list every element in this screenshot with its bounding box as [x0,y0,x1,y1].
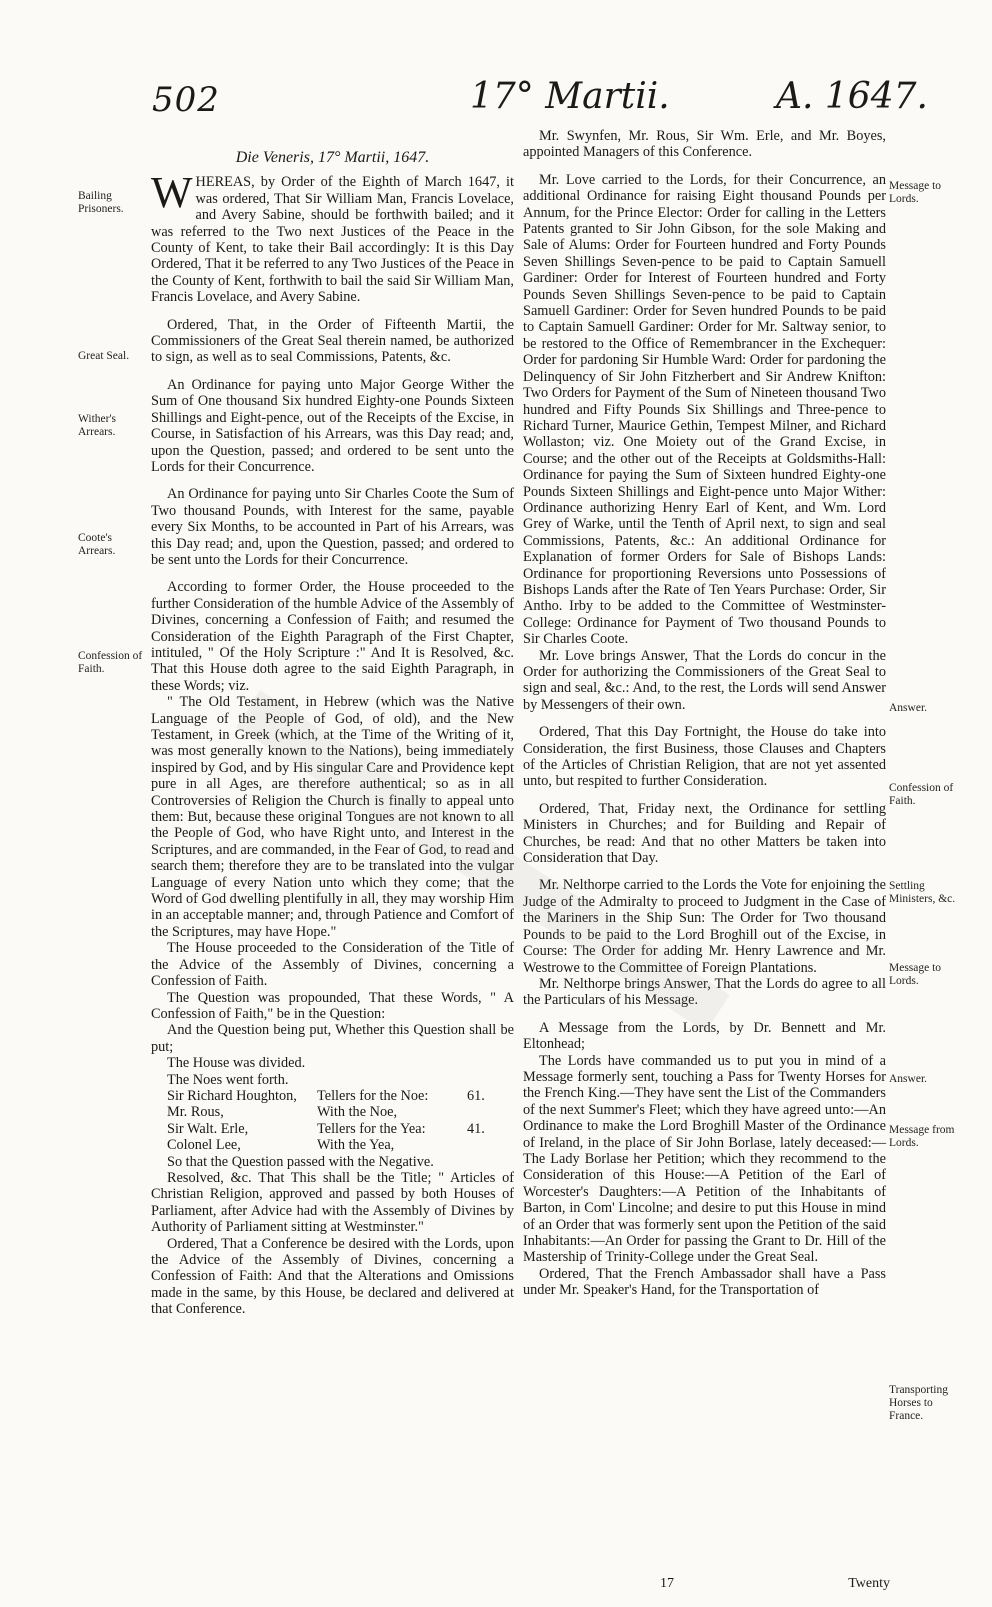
margin-note-answer: Answer. [889,702,928,714]
paragraph-confession: According to former Order, the House proceeded to the further Consideration of the humble Advice of the Assembly of Divines, concerning a Confession of Faith; and resumed the Consideration of the Eighth Paragraph of the First Chapter, intituled, " Of the Holy Scripture :" And It is Resolved, &c. That this House doth agree to the said Eighth Paragraph, in these Words; viz. [151,579,514,694]
paragraph-nelthorpe-carried: Mr. Nelthorpe carried to the Lords the Vote for enjoining the Judge of the Admiralty to proceed to Judgment in the Case of the Mariners in the Ship Sun: The Order for Two thousand Pounds to be paid to the Lord Broghill out of the Excise, in Course: The Order for adding Mr. Henry Lawrence and Mr. Westrowe to the Committee of Foreign Plantations. [523,877,886,976]
page-footer [560,1576,890,1594]
paragraph-house-divided: The House was divided. [167,1055,306,1072]
teller-role: Tellers for the Yea: [317,1120,426,1137]
teller-count [467,1104,507,1120]
page-number: 502 [152,80,220,120]
paragraph-wither: An Ordinance for paying unto Major George Wither the Sum of One thousand Six hundred Eighty-one Pounds Sixteen Shillings and Eight-pence, out of the Receipts of the Excise, in Course, in Satisfaction of his Arrears, was this Day read; and, upon the Question, passed; and ordered to be sent unto the Lords for their Concurrence. [151,376,514,475]
teller-count [467,1137,507,1153]
margin-note-confession-of-faith: Confession of Faith. [78,650,143,675]
paragraph-message-lords: A Message from the Lords, by Dr. Bennett and Mr. Eltonhead; [523,1019,886,1053]
tellers-table [167,1088,514,1154]
paragraph-conference: Ordered, That a Conference be desired with the Lords, upon the Advice of the Assembly of Divines, concerning a Confession of Faith: And that the Alterations and Omissions made in the same, by this House, be declared and delivered at that Conference. [151,1235,514,1318]
paragraph-noes-forth: The Noes went forth. [167,1071,289,1088]
margin-note-withers-arrears: Wither's Arrears. [78,413,117,438]
paragraph-nelthorpe-answer: Mr. Nelthorpe brings Answer, That the Lords do agree to all the Particulars of his Message. [523,975,886,1009]
teller-name: Sir Walt. Erle, [167,1120,249,1137]
year-heading: A. 1647. [776,76,928,117]
paragraph-managers: Mr. Swynfen, Mr. Rous, Sir Wm. Erle, and Mr. Boyes, appointed Managers of this Conference. [523,128,886,161]
margin-note-confession-of-faith-right: Confession of Faith. [889,782,954,807]
day-heading: Die Veneris, 17° Martii, 1647. [235,149,430,166]
paragraph-bailing: WHEREAS, by Order of the Eighth of March 1647, it was ordered, That Sir William Man, Francis Lovelace, and Avery Sabine, should be forthwith bailed; and it was referred to the Two next Justices of the Peace in the County of Kent, to take their Bail accordingly: It is this Day Ordered, That it be referred to any Two Justices of the Peace in the County of Kent, forthwith to bail the said Sir William Man, Francis Lovelace, and Avery Sabine. [151,168,514,306]
teller-count: 61. [467,1087,485,1104]
paragraph-title-consideration: The House proceeded to the Consideration of the Title of the Advice of the Assembly of Divines, concerning a Confession of Faith. [151,940,514,990]
page-header [0,76,992,130]
teller-role: With the Noe, [317,1104,398,1121]
paragraph-love-carried: Mr. Love carried to the Lords, for their Concurrence, an additional Ordinance for raising Eight thousand Pounds per Annum, for the Prince Elector: Order for calling in the Letters Patents granted to Sir John Gibson, for the sole Making and Sale of Alums: Order for Fourteen hundred and Forty Pounds Seven Shillings Seven-pence to be paid to Captain Samuell Gardiner: Order for Interest of Fourteen hundred and Forty Pounds Seven Shillings Seven-pence to be paid to Captain Samuell Gardiner: Order for Seven hundred Pounds to be paid to Captain Samuell Gardiner: Order for Mr. Saltway senior, to be restored to the Office of Remembrancer in the Exchequer: Order for pardoning Sir Humble Ward: Order for pardoning the Delinquency of Sir John Fitzherbert and Sir Andrew Knifton: Two Orders for Payment of the Sum of Nineteen thousand Two hundred and Fifty Pounds Six Shillings and Three-pence to Richard Turner, Maurice Gethin, Tempest Milner, and Richard Wollaston; viz. One Moiety out of the Grand Excise, in Course; and the other out of the Receipts at Goldsmiths-Hall: Ordinance for paying the Sum of Sixteen hundred Eighty-one Pounds Sixteen Shillings and Eight-pence unto Major Wither: Ordinance authorizing Henry Earl of Kent, and Wm. Lord Grey of Warke, until the Tenth of April next, to sign and seal Commissions, Patents, &c.: An additional Ordinance for Explanation of former Orders for Sale of Bishops Lands: Ordinance for proportioning Reversions unto Possessions of Bishops Lands after the Rate of Ten Years Purchase: Order, Sir Antho. Irby to be added to the Committee of Westminster-College: Ordinance for Payment of Two thousand Pounds to Sir Charles Coote. [523,171,886,648]
paragraph-great-seal: Ordered, That, in the Order of Fifteenth Martii, the Commissioners of the Great Seal therein named, be authorized to sign, as well as to seal Commissions, Patents, &c. [151,316,514,366]
margin-note-transporting-horses: Transporting Horses to France. [889,1384,948,1422]
teller-name: Mr. Rous, [167,1104,224,1121]
paragraph-question-propounded: The Question was propounded, That these Words, " A Confession of Faith," be in the Question: [151,989,514,1022]
teller-role: Tellers for the Noe: [317,1087,429,1104]
running-title: 17° Martii. [470,76,670,117]
left-column [151,150,514,1318]
paragraph-title-resolved: Resolved, &c. That This shall be the Title; " Articles of Christian Religion, approved and passed by both Houses of Parliament, after Advice had with the Assembly of Divines by Authority of Parliament sitting at Westminster." [151,1169,514,1236]
margin-note-bailing-prisoners: Bailing Prisoners. [78,190,124,215]
signature-mark: 17 [660,1576,674,1591]
margin-note-message-to-lords: Message to Lords. [889,180,942,205]
margin-note-message-to-lords-2: Message to Lords. [889,962,942,987]
paragraph-love-answer: Mr. Love brings Answer, That the Lords do concur in the Order for authorizing the Commissioners of the Great Seal to sign and seal, &c.: And, to the rest, the Lords will send Answer by Messengers of their own. [523,647,886,713]
margin-note-settling-ministers: Settling Ministers, &c. [889,880,956,905]
teller-count: 41. [467,1120,485,1137]
teller-name: Sir Richard Houghton, [167,1087,297,1104]
paragraph-question-put: And the Question being put, Whether this Question shall be put; [151,1022,514,1055]
paragraph-lords-commanded: The Lords have commanded us to put you in mind of a Message formerly sent, touching a Pass for Twenty Horses for the French King.—They have sent the List of the Commanders of the next Summer's Fleet; which they have agreed unto:—An Ordinance to make the Lord Broghill Master of the Ordinance of Ireland, in the place of Sir John Borlase, lately deceased:—The Lady Borlase her Petition; which they recommend to the Consideration of this House:—A Petition of the Earl of Worcester's Daughters:—A Petition of the Inhabitants of Barton, in Com' Lincolne; and desire to put this House in mind of an Order that was formerly sent upon the Petition of the said Inhabitants:—An Order for passing the Grant to Dr. Hill of the Mastership of Trinity-College under the Great Seal. [523,1052,886,1266]
margin-note-message-from-lords: Message from Lords. [889,1124,955,1149]
right-column [523,128,886,1299]
paragraph-french-ambassador: Ordered, That the French Ambassador shall have a Pass under Mr. Speaker's Hand, for the Transportation of [523,1265,886,1299]
margin-note-cootes-arrears: Coote's Arrears. [78,532,116,557]
teller-name: Colonel Lee, [167,1137,241,1154]
margin-note-great-seal: Great Seal. [78,350,130,362]
margin-note-answer-2: Answer. [889,1073,928,1085]
paragraph-fortnight: Ordered, That this Day Fortnight, the House do take into Consideration, the first Business, those Clauses and Chapters of the Articles of Christian Religion, that are not yet assented unto, but respited to further Consideration. [523,724,886,790]
catchword: Twenty [848,1576,890,1591]
paragraph-old-testament: " The Old Testament, in Hebrew (which was the Native Language of the People of God, of old), and the New Testament, in Greek (which, at the Time of the Writing of it, was most generally known to the Nations), being immediately inspired by God, and by His singular Care and Providence kept pure in all Ages, are therefore authentical; so as in all Controversies of Religion the Church is finally to appeal unto them: But, because these original Tongues are not known to all the People of God, who have Right unto, and Interest in the Scriptures, and are commanded, in the Fear of God, to read and search them; therefore they are to be translated into the vulgar Language of every Nation unto which they come; that the Word of God dwelling plentifully in all, they may worship Him in an acceptable manner; and, through Patience and Comfort of the Scriptures, may have Hope." [151,694,514,940]
paragraph-negative: So that the Question passed with the Negative. [167,1153,434,1170]
paragraph-friday: Ordered, That, Friday next, the Ordinance for settling Ministers in Churches; and for Building and Repair of Churches, be read: And that no other Matters be taken into Consideration that Day. [523,800,886,867]
paragraph-coote: An Ordinance for paying unto Sir Charles Coote the Sum of Two thousand Pounds, with Interest for the same, payable every Six Months, to be accounted in Part of his Arrears, was this Day read; and, upon the Question, passed; and ordered to be sent unto the Lords for their Concurrence. [151,486,514,568]
teller-role: With the Yea, [317,1137,395,1154]
